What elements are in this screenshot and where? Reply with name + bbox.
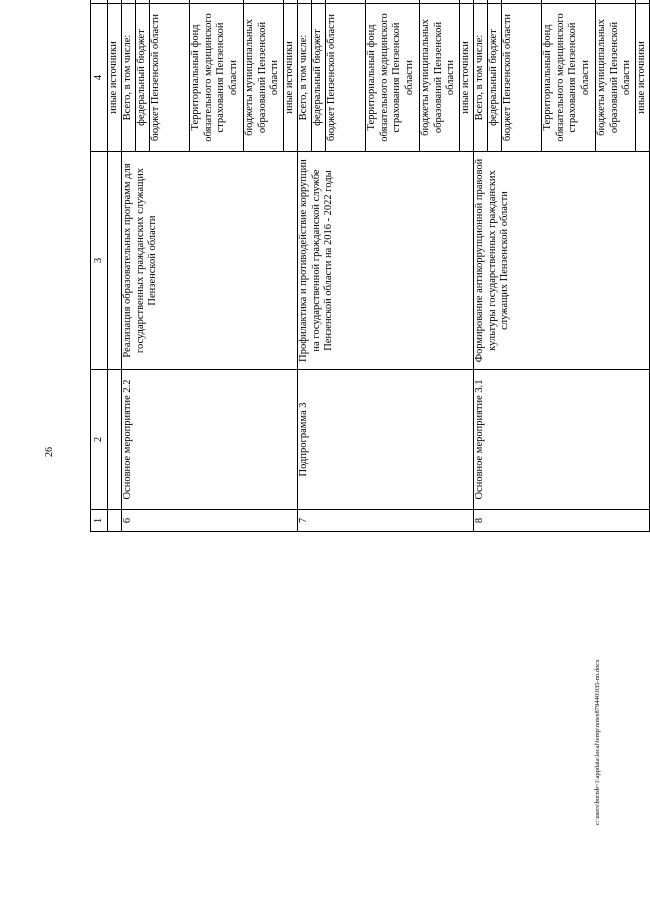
col-header: 1 (91, 510, 108, 532)
value-cell (298, 0, 312, 4)
row-number-cell: 6 (122, 510, 298, 532)
funding-table (90, 0, 650, 532)
value-cell (474, 0, 488, 4)
file-path: c:\users\borisb~1\appdata\local\temp\notes879440\035-nn.docx (594, 659, 601, 825)
value-cell (136, 0, 150, 4)
source-cell: Территориальный фонд обязательного медицинского страхования Пензенской области (366, 4, 420, 152)
table-row (474, 0, 488, 532)
value-cell (542, 0, 596, 4)
table-row (298, 0, 312, 532)
table-row (108, 0, 122, 532)
value-cell (284, 0, 298, 4)
source-cell: Всего, в том числе: (122, 4, 136, 152)
source-cell: иные источники (460, 4, 474, 152)
row-number-cell: 7 (298, 510, 474, 532)
value-cell (122, 0, 136, 4)
table-row (122, 0, 136, 532)
item-name-cell: Основное мероприятие 3.1 (474, 370, 650, 510)
source-cell: иные источники (108, 4, 122, 152)
value-cell (636, 0, 650, 4)
header-row (91, 0, 108, 532)
value-cell (190, 0, 244, 4)
value-cell (420, 0, 460, 4)
source-cell: федеральный бюджет (488, 4, 502, 152)
source-cell: федеральный бюджет (136, 4, 150, 152)
table-body (122, 0, 650, 532)
value-cell (150, 0, 190, 4)
value-cell (312, 0, 326, 4)
source-cell: бюджет Пензенской области (502, 4, 542, 152)
col-header (91, 0, 108, 4)
source-cell: федеральный бюджет (312, 4, 326, 152)
value-cell (460, 0, 474, 4)
source-cell: Территориальный фонд обязательного медицинского страхования Пензенской области (542, 4, 596, 152)
row-number-cell: 8 (474, 510, 650, 532)
page-number: 26 (44, 447, 55, 457)
item-name-cell: Подпрограмма 3 (298, 370, 474, 510)
value-cell (108, 0, 122, 4)
col-header: 2 (91, 370, 108, 510)
source-cell: Всего, в том числе: (298, 4, 312, 152)
source-cell: иные источники (636, 4, 650, 152)
source-cell: бюджеты муниципальных образований Пензенской области (244, 4, 284, 152)
col-header: 4 (91, 4, 108, 152)
rotated-table-area (90, 13, 647, 880)
col-header: 3 (91, 152, 108, 370)
value-cell (326, 0, 366, 4)
source-cell: Территориальный фонд обязательного медицинского страхования Пензенской области (190, 4, 244, 152)
value-cell (502, 0, 542, 4)
source-cell: бюджет Пензенской области (326, 4, 366, 152)
value-cell (366, 0, 420, 4)
item-description-cell: Формирование антикоррупционной правовой культуры государственных гражданских служащих Пензенской области (474, 152, 650, 370)
item-description-cell: Реализация образовательных программ для государственных гражданских служащих Пензенской области (122, 152, 298, 370)
item-name-cell: Основное мероприятие 2.2 (122, 370, 298, 510)
source-cell: бюджеты муниципальных образований Пензенской области (420, 4, 460, 152)
value-cell (244, 0, 284, 4)
source-cell: Всего, в том числе: (474, 4, 488, 152)
source-cell: бюджеты муниципальных образований Пензенской области (596, 4, 636, 152)
source-cell: иные источники (284, 4, 298, 152)
item-description-cell: Профилактика и противодействие коррупции на государственной гражданской службе Пензенской области на 2016 - 2022 годы (298, 152, 474, 370)
source-cell: бюджет Пензенской области (150, 4, 190, 152)
value-cell (596, 0, 636, 4)
value-cell (488, 0, 502, 4)
